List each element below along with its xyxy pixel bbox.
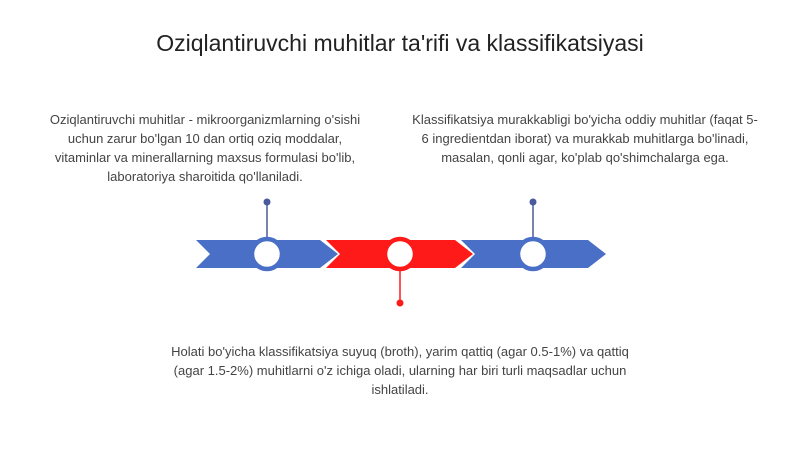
timeline-marker-3 [518, 239, 548, 269]
step-2-text: Holati bo'yicha klassifikatsiya suyuq (broth), yarim qattiq (agar 0.5-1%) va qattiq (agar 1.5-2%) muhitlarni o'z ichiga oladi, ularning har biri turli maqsadlar uchun ishlatiladi. [171, 344, 629, 397]
connector-dot-2 [397, 300, 404, 307]
step-3-text: Klassifikatsiya murakkabligi bo'yicha oddiy muhitlar (faqat 5-6 ingredientdan iborat) va murakkab muhitlarga bo'linadi, masalan, qonli agar, ko'plab qo'shimchalarga ega. [412, 112, 758, 165]
connector-dot-3 [530, 199, 537, 206]
page-title: Oziqlantiruvchi muhitlar ta'rifi va klassifikatsiyasi [156, 30, 644, 56]
timeline-marker-1 [252, 239, 282, 269]
timeline-marker-2 [385, 239, 415, 269]
connector-dot-1 [264, 199, 271, 206]
step-1-text: Oziqlantiruvchi muhitlar - mikroorganizmlarning o'sishi uchun zarur bo'lgan 10 dan ortiq oziq moddalar, vitaminlar va minerallarning maxsus formulasi bo'lib, laboratoriya sharoitida qo'llaniladi. [49, 112, 361, 184]
